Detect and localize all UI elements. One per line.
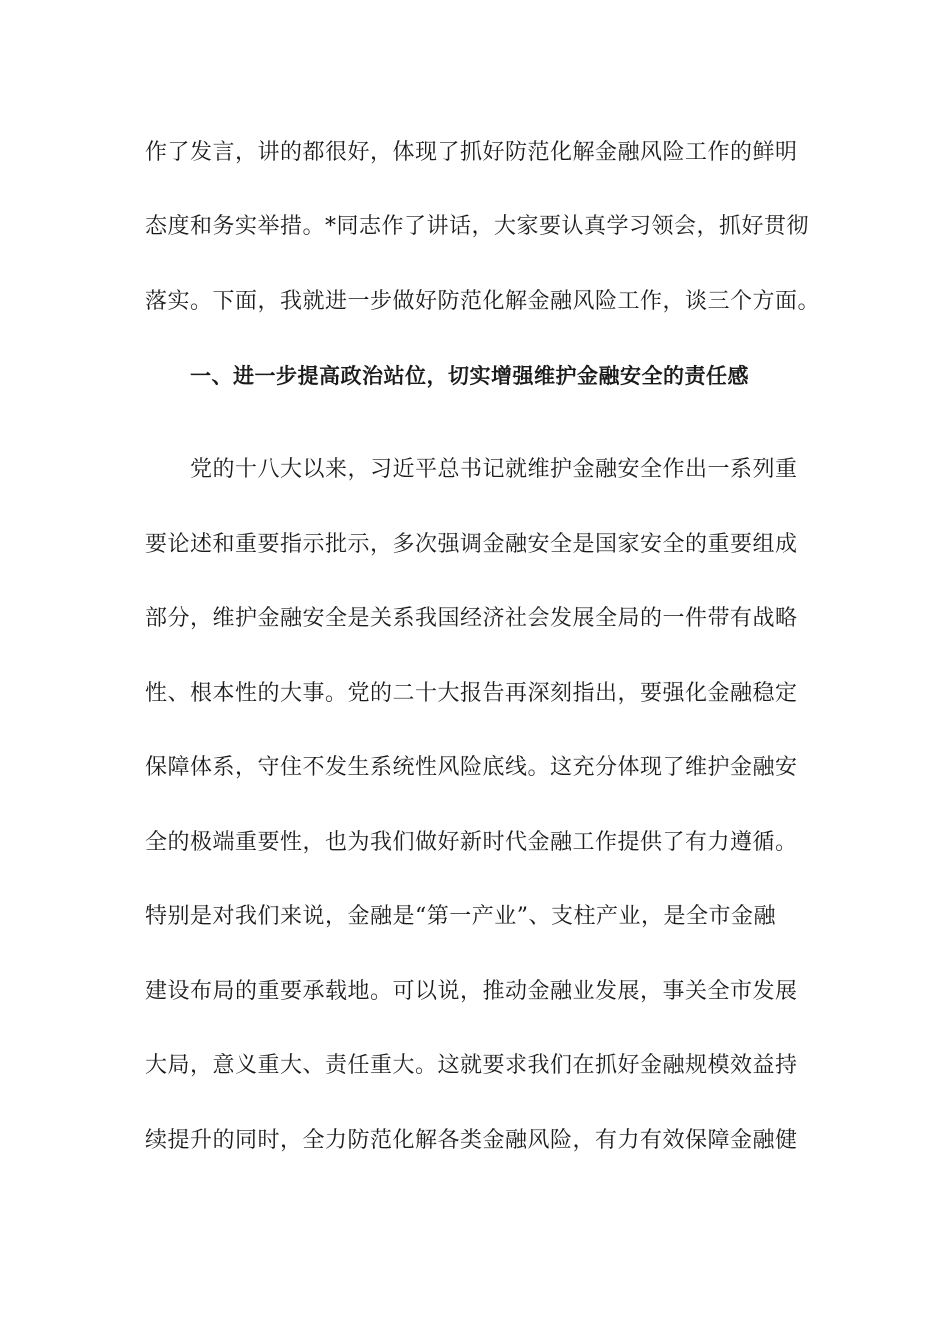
paragraph-line: 作了发言，讲的都很好，体现了抓好防范化解金融风险工作的鲜明 bbox=[145, 140, 798, 165]
paragraph-line: 部分，维护金融安全是关系我国经济社会发展全局的一件带有战略 bbox=[145, 606, 798, 631]
paragraph-line: 建设布局的重要承载地。可以说，推动金融业发展，事关全市发展 bbox=[145, 979, 798, 1004]
paragraph-line: 全的极端重要性，也为我们做好新时代金融工作提供了有力遵循。 bbox=[145, 830, 798, 855]
paragraph-line: 态度和务实举措。*同志作了讲话，大家要认真学习领会，抓好贯彻 bbox=[145, 214, 810, 239]
paragraph-line: 特别是对我们来说，金融是“第一产业”、支柱产业，是全市金融 bbox=[145, 904, 776, 929]
section-heading: 一、进一步提高政治站位，切实增强维护金融安全的责任感 bbox=[190, 363, 749, 388]
paragraph-line: 性、根本性的大事。党的二十大报告再深刻指出，要强化金融稳定 bbox=[145, 681, 798, 706]
paragraph-line: 续提升的同时，全力防范化解各类金融风险，有力有效保障金融健 bbox=[145, 1128, 798, 1153]
paragraph-line: 落实。下面，我就进一步做好防范化解金融风险工作，谈三个方面。 bbox=[145, 289, 821, 314]
paragraph-line: 保障体系，守住不发生系统性风险底线。这充分体现了维护金融安 bbox=[145, 755, 798, 780]
paragraph-line: 党的十八大以来，习近平总书记就维护金融安全作出一系列重 bbox=[190, 457, 798, 482]
paragraph-line: 大局，意义重大、责任重大。这就要求我们在抓好金融规模效益持 bbox=[145, 1053, 798, 1078]
paragraph-line: 要论述和重要指示批示，多次强调金融安全是国家安全的重要组成 bbox=[145, 532, 798, 557]
